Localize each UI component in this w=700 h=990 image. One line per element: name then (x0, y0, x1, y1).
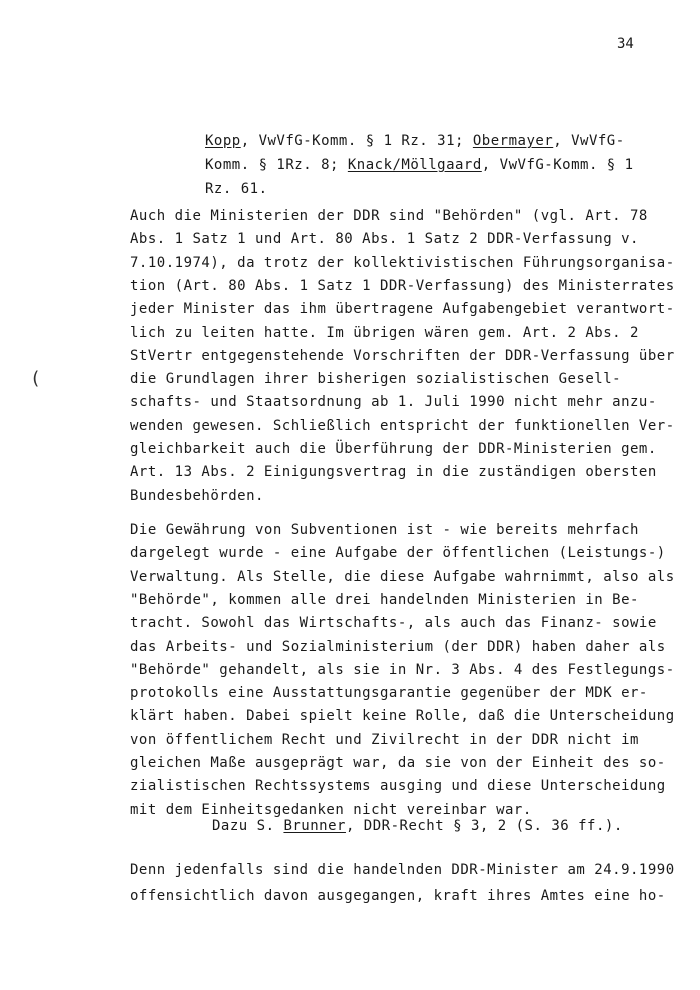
text-line: tracht. Sowohl das Wirtschafts-, als auch das Finanz- sowie (130, 615, 657, 632)
text-line: protokolls eine Ausstattungsgarantie gegenüber der MDK er- (130, 685, 648, 702)
text-line: klärt haben. Dabei spielt keine Rolle, daß die Unterscheidung (130, 708, 675, 725)
text-line: Art. 13 Abs. 2 Einigungsvertrag in die zuständigen obersten (130, 464, 657, 481)
page-number: 34 (617, 36, 634, 52)
text-line: Die Gewährung von Subventionen ist - wie bereits mehrfach (130, 522, 639, 538)
text-line: die Grundlagen ihrer bisherigen sozialistischen Gesell- (130, 371, 622, 388)
cited-author: Knack/Möllgaard (347, 157, 482, 173)
text-line: offensichtlich davon ausgegangen, kraft ihres Amtes eine ho- (130, 888, 666, 904)
text-line: tion (Art. 80 Abs. 1 Satz 1 DDR-Verfassung) des Ministerrates (130, 277, 675, 294)
text-line: zialistischen Rechtssystems ausging und diese Unterscheidung (130, 778, 666, 795)
text-line: lich zu leiten hatte. Im übrigen wären gem. Art. 2 Abs. 2 (130, 324, 639, 341)
cited-author: Kopp (205, 133, 241, 149)
text-line: Denn jedenfalls sind die handelnden DDR-Minister am 24.9.1990 (130, 862, 675, 878)
text-line: schafts- und Staatsordnung ab 1. Juli 1990 nicht mehr anzu- (130, 394, 657, 411)
text-line: gleichbarkeit auch die Überführung der DDR-Ministerien gem. (130, 441, 657, 457)
margin-mark: ( (30, 368, 41, 389)
text-line: Komm. § 1Rz. 8; Knack/Möllgaard, VwVfG-Komm. § 1 (205, 157, 634, 173)
text-line: StVertr entgegenstehende Vorschriften der DDR-Verfassung über (130, 347, 675, 364)
text-line: von öffentlichem Recht und Zivilrecht in der DDR nicht im (130, 731, 639, 748)
text-line: mit dem Einheitsgedanken nicht vereinbar war. (130, 801, 532, 818)
text-line: gleichen Maße ausgeprägt war, da sie von der Einheit des so- (130, 755, 666, 771)
text-line: jeder Minister das ihm übertragene Aufgabengebiet verantwort- (130, 301, 675, 318)
text-line: "Behörde", kommen alle drei handelnden Ministerien in Be- (130, 591, 639, 608)
text-line: Kopp, VwVfG-Komm. § 1 Rz. 31; Obermayer, VwVfG- (205, 133, 625, 149)
text-line: Abs. 1 Satz 1 und Art. 80 Abs. 1 Satz 2 DDR-Verfassung v. (130, 231, 639, 248)
text-line: "Behörde" gehandelt, als sie in Nr. 3 Abs. 4 des Festlegungs- (130, 661, 675, 678)
text-line: 7.10.1974), da trotz der kollektivistischen Führungsorganisa- (130, 254, 675, 271)
text-line: Auch die Ministerien der DDR sind "Behörden" (vgl. Art. 78 (130, 208, 648, 224)
text-line: das Arbeits- und Sozialministerium (der DDR) haben daher als (130, 638, 666, 655)
text-line: dargelegt wurde - eine Aufgabe der öffentlichen (Leistungs-) (130, 545, 666, 562)
text-line: wenden gewesen. Schließlich entspricht der funktionellen Ver- (130, 417, 675, 434)
text-line: Rz. 61. (205, 181, 268, 197)
cited-author: Obermayer (472, 133, 554, 149)
cited-author: Brunner (283, 818, 346, 834)
text-line: Bundesbehörden. (130, 487, 264, 504)
text-line: Verwaltung. Als Stelle, die diese Aufgabe wahrnimmt, also als (130, 568, 675, 585)
text-line: Dazu S. Brunner, DDR-Recht § 3, 2 (S. 36 ff.). (212, 818, 623, 834)
